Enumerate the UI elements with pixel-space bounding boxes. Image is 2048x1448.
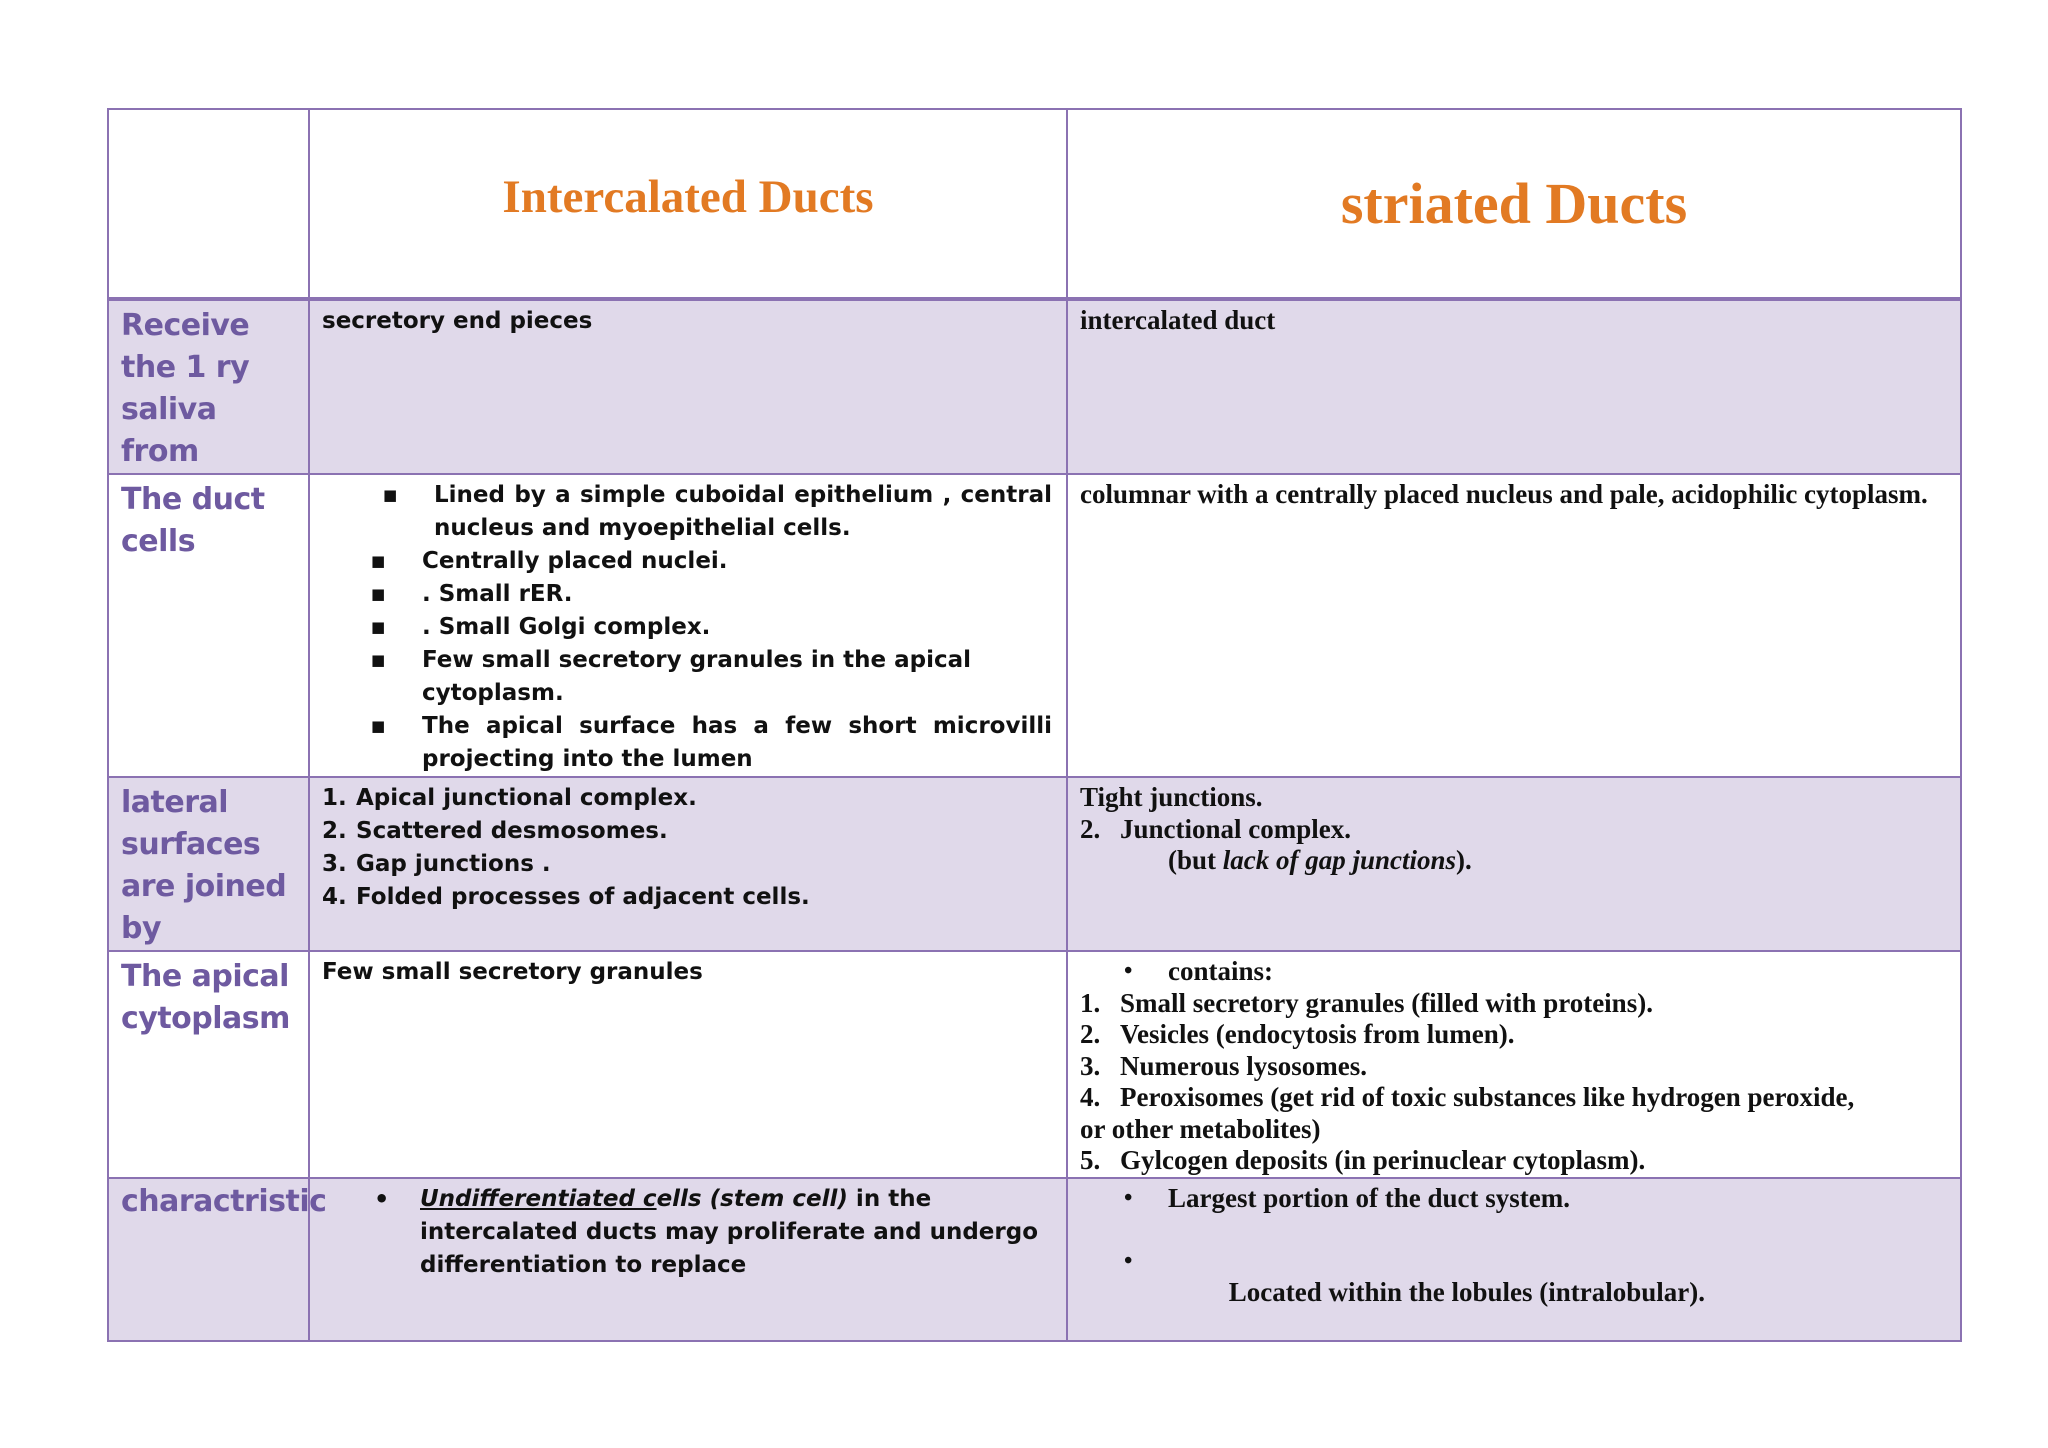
apical-numbered-list xyxy=(1080,988,1946,1177)
table-row xyxy=(108,299,1961,474)
lateral-numbered-list xyxy=(322,782,1052,914)
intercalated-apical-cell: Few small secretory granules xyxy=(309,951,1067,1178)
list-item: 2. Scattered desmosomes. xyxy=(322,818,668,844)
list-item: 5. Gylcogen deposits (in perinuclear cytoplasm). xyxy=(1080,1145,1646,1175)
dot-bullet-icon: • xyxy=(1124,958,1133,984)
dot-bullet-icon: • xyxy=(1124,1247,1133,1274)
striated-duct-cells-cell: columnar with a centrally placed nucleus and pale, acidophilic cytoplasm. xyxy=(1067,474,1961,777)
table-row xyxy=(108,951,1961,1178)
list-item: Tight junctions. xyxy=(1080,782,1263,812)
striated-lateral-cell xyxy=(1067,777,1961,951)
square-bullet-icon: ■ xyxy=(371,585,386,603)
header-cell-intercalated xyxy=(309,109,1067,299)
corner-cell xyxy=(108,109,309,299)
list-item: ■ Centrally placed nuclei. xyxy=(322,545,1052,578)
striated-apical-cell xyxy=(1067,951,1961,1178)
list-item: ■ . Small rER. xyxy=(322,578,1052,611)
row-label-charactristic: charactristic xyxy=(108,1178,309,1342)
square-bullet-icon: ■ xyxy=(383,486,398,504)
list-item: 4. Folded processes of adjacent cells. xyxy=(322,884,810,910)
duct-cells-bullet-list xyxy=(322,479,1052,776)
comparison-table xyxy=(107,108,1962,1342)
list-item: 3. Numerous lysosomes. xyxy=(1080,1050,1368,1081)
square-bullet-icon: ■ xyxy=(371,717,386,735)
dot-bullet-icon: • xyxy=(374,1184,390,1213)
list-item: ■ . Small Golgi complex. xyxy=(322,611,1052,644)
square-bullet-icon: ■ xyxy=(371,552,386,570)
header-cell-striated xyxy=(1067,109,1961,299)
square-bullet-icon: ■ xyxy=(371,651,386,669)
row-label-apical-cytoplasm: The apical cytoplasm xyxy=(108,951,309,1178)
intercalated-lateral-cell xyxy=(309,777,1067,951)
row-label-lateral: lateral surfaces are joined by xyxy=(108,777,309,951)
list-item: ■ The apical surface has a few short microvilli projecting into the lumen xyxy=(322,710,1052,776)
list-item: 4. Peroxisomes (get rid of toxic substances like hydrogen peroxide, xyxy=(1080,1082,1855,1112)
list-item: • Located within the lobules (intralobular). xyxy=(1124,1247,1706,1307)
list-item: 2. Junctional complex. xyxy=(1080,813,1352,844)
intercalated-duct-cells-cell xyxy=(309,474,1067,777)
header-row xyxy=(108,109,1961,299)
intercalated-charactristic-cell xyxy=(309,1178,1067,1342)
list-item: • contains: xyxy=(1124,956,1274,986)
square-bullet-icon: ■ xyxy=(371,618,386,636)
table-row xyxy=(108,777,1961,951)
list-item: 1. Small secretory granules (filled with proteins). xyxy=(1080,987,1653,1018)
row-label-duct-cells: The duct cells xyxy=(108,474,309,777)
striated-receive-cell: intercalated duct xyxy=(1067,299,1961,474)
header-striated-ducts: striated Ducts xyxy=(1340,171,1688,236)
table-row xyxy=(108,1178,1961,1342)
table-row xyxy=(108,474,1961,777)
list-item: ■ Lined by a simple cuboidal epithelium , central nucleus and myoepithelial cells. xyxy=(322,479,1052,545)
list-item: 2. Vesicles (endocytosis from lumen). xyxy=(1080,1019,1515,1049)
list-item: 1. Apical junctional complex. xyxy=(322,785,697,811)
striated-charactristic-cell xyxy=(1067,1178,1961,1342)
list-item: or other metabolites) xyxy=(1080,1113,1321,1144)
list-item: ■ Few small secretory granules in the apical cytoplasm. xyxy=(322,644,1052,710)
list-item: • Undifferentiated cells (stem cell) in the intercalated ducts may proliferate and undergo differentiation to replace xyxy=(374,1184,1038,1278)
intercalated-receive-cell: secretory end pieces xyxy=(309,299,1067,474)
list-item: • Largest portion of the duct system. xyxy=(1124,1182,1570,1213)
row-label-receive: Receive the 1 ry saliva from xyxy=(108,299,309,474)
dot-bullet-icon: • xyxy=(1124,1184,1133,1211)
list-item: 3. Gap junctions . xyxy=(322,851,551,877)
header-intercalated-ducts: Intercalated Ducts xyxy=(502,171,874,223)
gap-junction-note: (but lack of gap junctions). xyxy=(1168,845,1472,875)
